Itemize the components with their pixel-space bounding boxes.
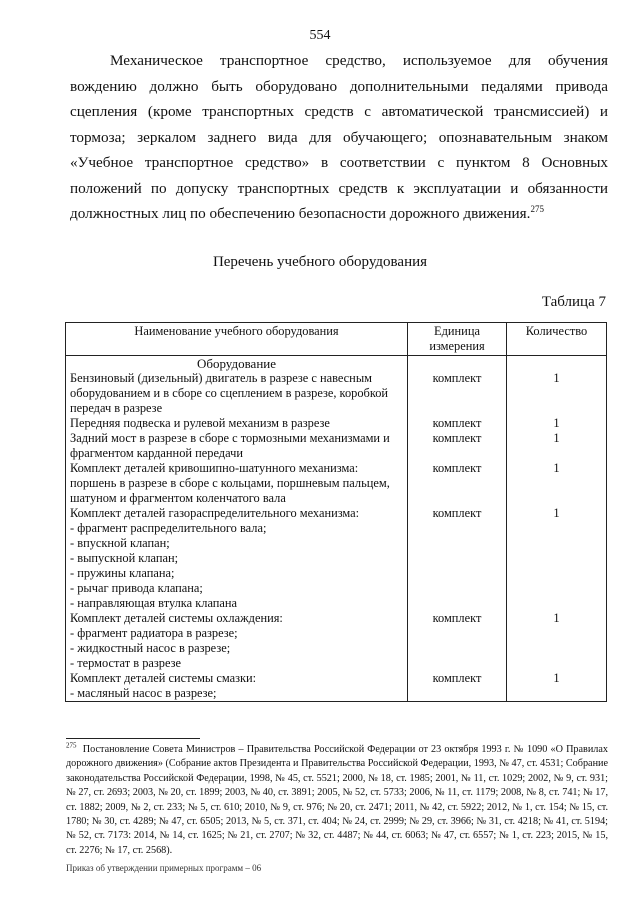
equipment-qty: 1 [507, 416, 607, 431]
equipment-name-line: - направляющая втулка клапана [70, 596, 238, 610]
equipment-name-line: - фрагмент радиатора в разрезе; [70, 626, 238, 640]
equipment-qty: 1 [507, 461, 607, 506]
equipment-name [66, 371, 408, 416]
equipment-name-line: поршень в разрезе в сборе с кольцами, поршневым пальцем, [70, 476, 390, 490]
page-footer: Приказ об утверждении примерных программ – 06 [66, 863, 262, 873]
equipment-name-line: Бензиновый (дизельный) двигатель в разрезе с навесным [70, 371, 372, 385]
equipment-unit: комплект [408, 416, 507, 431]
equipment-table [65, 322, 607, 702]
equipment-qty: 1 [507, 506, 607, 611]
equipment-name-line: Комплект деталей кривошипно-шатунного механизма: [70, 461, 359, 475]
equipment-name [66, 461, 408, 506]
equipment-qty: 1 [507, 431, 607, 461]
equipment-name-line: - пружины клапана; [70, 566, 175, 580]
equipment-qty: 1 [507, 371, 607, 416]
table-row [66, 461, 607, 506]
section-qty-empty [507, 356, 607, 372]
footnote-rule [66, 738, 200, 739]
equipment-name-line: - термостат в разрезе [70, 656, 182, 670]
section-title: Оборудование [66, 356, 408, 372]
footnote-text: Постановление Совета Министров – Правительства Российской Федерации от 23 октября 1993 г. № 1090 «О Правилах дорожного движения» (Собрание актов Президента и Правительства Российской Федерации, 1993, № 47, ст. 4531; Собрание законодательства Российской Федерации, 1998, № 45, ст. 5521; 2000, № 18, ст. 1985; 2001, № 11, ст. 1029; 2002, № 9, ст. 931; № 27, ст. 2693; 2003, № 20, ст. 1899; 2003, № 40, ст. 3891; 2005, № 52, ст. 5733; 2006, № 11, ст. 1179; 2008, № 8, ст. 741; № 17, ст. 1882; 2009, № 2, ст. 233; № 5, ст. 610; 2010, № 9, ст. 976; № 20, ст. 2471; 2011, № 42, ст. 5922; 2012, № 1, ст. 154; № 15, ст. 1780; № 30, ст. 4289; № 47, ст. 6505; 2013, № 5, ст. 371, ст. 404; № 24, ст. 2999; № 29, ст. 3966; № 31, ст. 4218; № 41, ст. 5194; № 52, ст. 7173: 2014, № 14, ст. 1625; № 21, ст. 2707; № 32, ст. 4487; № 44, ст. 6063; № 47, ст. 6557; № 1, ст. 223; 2015, № 15, ст. 2276; № 17, ст. 2568). [66, 744, 609, 856]
table-row [66, 431, 607, 461]
table-row [66, 611, 607, 671]
equipment-unit: комплект [408, 371, 507, 416]
header-unit [408, 323, 507, 356]
equipment-unit: комплект [408, 506, 507, 611]
footnote-ref: 275 [530, 203, 544, 214]
intro-paragraph-text: Механическое транспортное средство, используемое для обучения вождению должно быть оборудовано дополнительными педалями привода сцепления (кроме транспортных средств с автоматической трансмиссией) и тормоза; зеркалом заднего вида для обучающего; опознавательным знаком «Учебное транспортное средство» в соответствии с пунктом 8 Основных положений по допуску транспортных средств к эксплуатации и обязанности должностных лиц по обеспечению безопасности дорожного движения. [70, 52, 608, 222]
equipment-name-line: передач в разрезе [70, 401, 163, 415]
header-unit-line: измерения [429, 339, 485, 353]
equipment-unit: комплект [408, 671, 507, 702]
equipment-name-line: Задний мост в разрезе в сборе с тормозными механизмами и [70, 431, 390, 445]
equipment-unit: комплект [408, 611, 507, 671]
equipment-name-line: Комплект деталей системы охлаждения: [70, 611, 283, 625]
list-title: Перечень учебного оборудования [212, 254, 428, 270]
intro-paragraph [70, 48, 608, 227]
equipment-name-line: Комплект деталей системы смазки: [70, 671, 257, 685]
equipment-name-line: - фрагмент распределительного вала; [70, 521, 267, 535]
equipment-name [66, 431, 408, 461]
equipment-name-line: шатуном и фрагментом коленчатого вала [70, 491, 286, 505]
table-header-row [66, 323, 607, 356]
equipment-name-line: - выпускной клапан; [70, 551, 179, 565]
equipment-qty: 1 [507, 611, 607, 671]
table-row [66, 416, 607, 431]
page-number: 554 [309, 28, 331, 43]
table-row [66, 671, 607, 702]
footnote [66, 743, 608, 858]
header-unit-line: Единица [434, 324, 480, 338]
equipment-name-line: Комплект деталей газораспределительного механизма: [70, 506, 360, 520]
header-qty: Количество [507, 323, 607, 356]
equipment-name [66, 416, 408, 431]
equipment-name-line: оборудованием и в сборе со сцеплением в разрезе, коробкой [70, 386, 389, 400]
equipment-name-line: - впускной клапан; [70, 536, 170, 550]
table-row [66, 506, 607, 611]
equipment-name-line: - жидкостный насос в разрезе; [70, 641, 231, 655]
section-row [66, 356, 607, 372]
equipment-qty: 1 [507, 671, 607, 702]
equipment-name-line: - рычаг привода клапана; [70, 581, 203, 595]
section-unit-empty [408, 356, 507, 372]
equipment-name-line: - масляный насос в разрезе; [70, 686, 217, 700]
equipment-name [66, 611, 408, 671]
equipment-unit: комплект [408, 431, 507, 461]
footnote-number: 275 [66, 741, 77, 750]
equipment-name-line: фрагментом карданной передачи [70, 446, 243, 460]
table-row [66, 371, 607, 416]
equipment-unit: комплект [408, 461, 507, 506]
header-name: Наименование учебного оборудования [66, 323, 408, 356]
equipment-name [66, 506, 408, 611]
table-label: Таблица 7 [541, 294, 606, 310]
equipment-name-line: Передняя подвеска и рулевой механизм в разрезе [70, 416, 330, 430]
equipment-name [66, 671, 408, 702]
